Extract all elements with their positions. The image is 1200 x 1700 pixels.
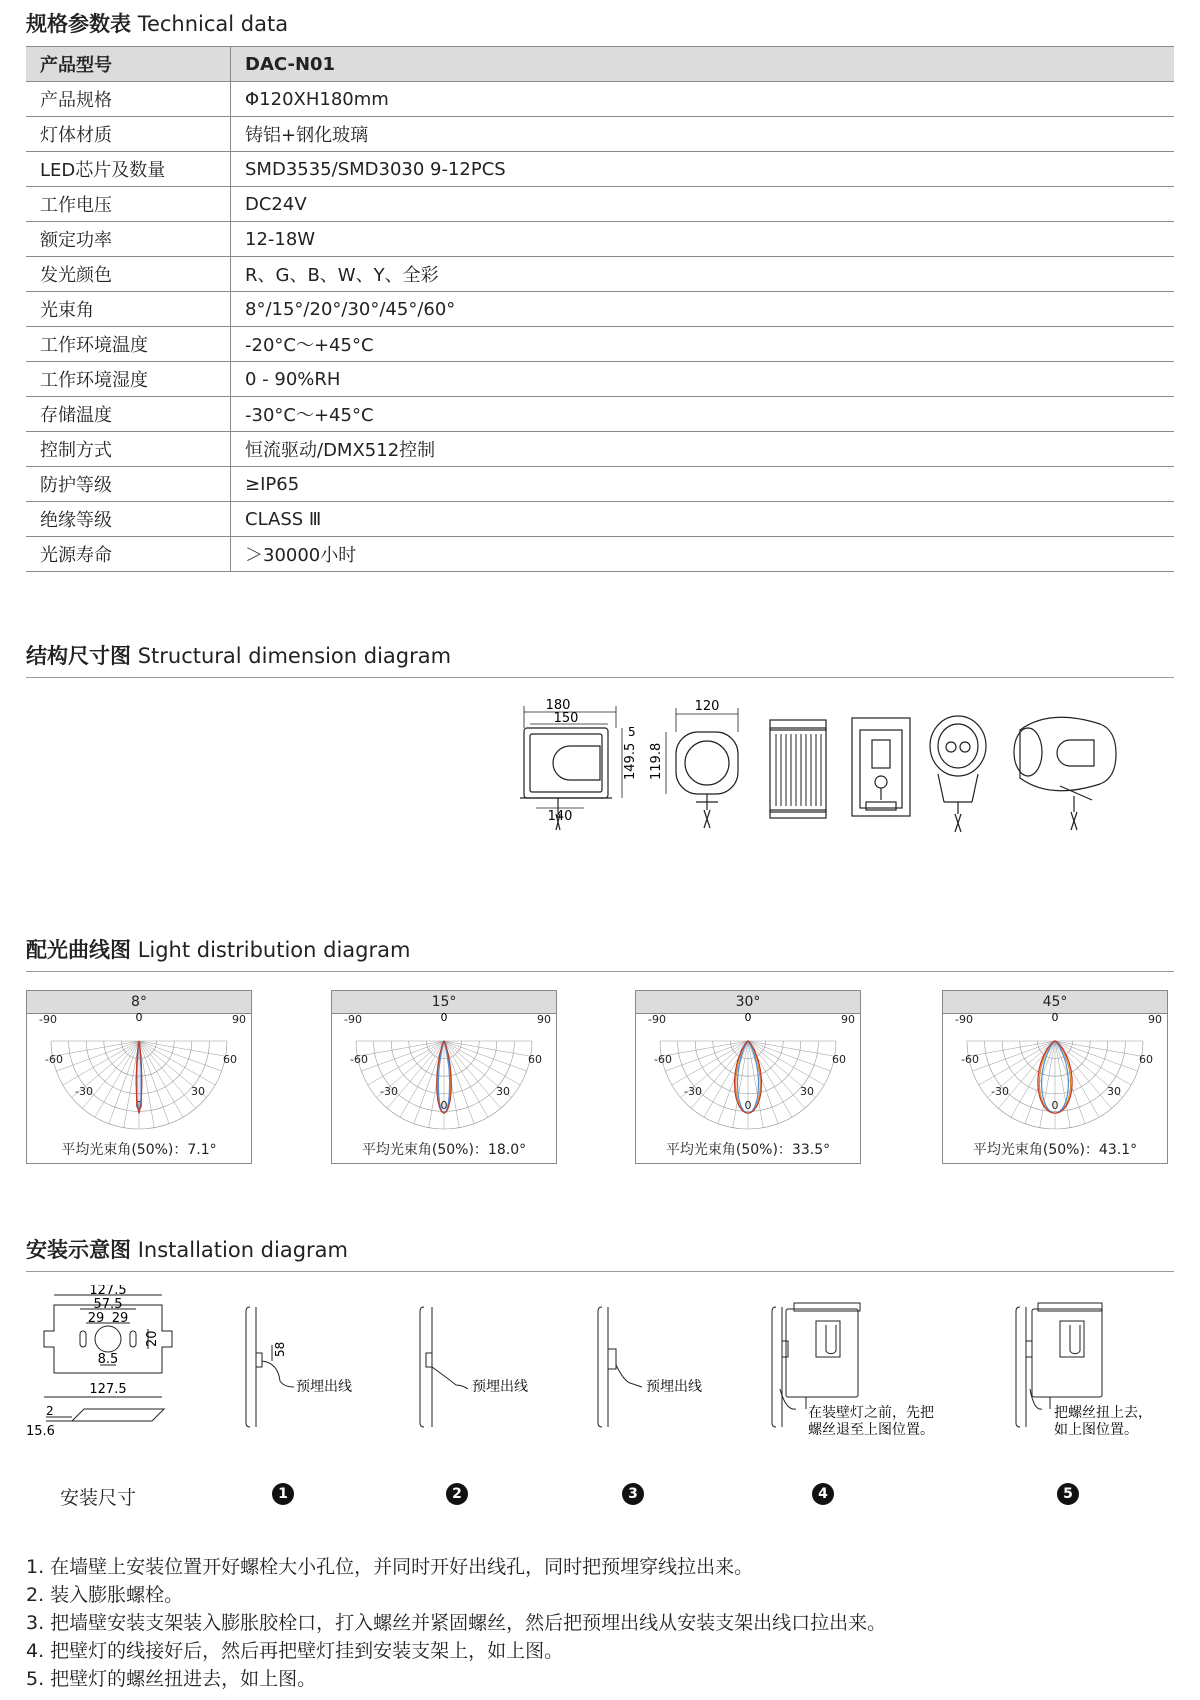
beam-angle-header: 45° — [943, 991, 1167, 1014]
step1-drawing — [246, 1307, 294, 1427]
spec-value: -30°C～+45°C — [231, 397, 1175, 432]
mount-dim-29-left: 29 — [87, 1311, 105, 1326]
angle-label: 30 — [496, 1085, 510, 1098]
step3-drawing — [598, 1307, 642, 1427]
structural-dimension-diagram — [500, 690, 1180, 850]
angle-label: -90 — [39, 1013, 57, 1026]
spec-section-title — [26, 8, 288, 38]
angle-label: 0 — [440, 1099, 448, 1112]
install-title-cn: 安装示意图 — [26, 1238, 131, 1262]
angle-label: 60 — [223, 1053, 237, 1066]
angle-label: 90 — [841, 1013, 855, 1026]
spec-row — [26, 257, 1174, 292]
angle-label: 30 — [800, 1085, 814, 1098]
install-step-2: 2. 装入膨胀螺栓。 — [26, 1584, 184, 1606]
step3-wire-label: 预埋出线 — [646, 1379, 702, 1395]
polar-chart — [636, 1013, 860, 1141]
step2-wire-label: 预埋出线 — [472, 1379, 528, 1395]
polar-chart — [943, 1013, 1167, 1141]
spec-value: 12-18W — [231, 222, 1175, 257]
spec-value: 铸铝+钢化玻璃 — [231, 117, 1175, 152]
spec-value: 0 - 90%RH — [231, 362, 1175, 397]
spec-key: 灯体材质 — [26, 117, 231, 152]
step-number-1: 1 — [272, 1483, 294, 1505]
perspective-view — [1014, 717, 1116, 830]
light-panel — [635, 990, 861, 1164]
spec-row — [26, 117, 1174, 152]
light-panel — [26, 990, 252, 1164]
spec-value: ≥IP65 — [231, 467, 1175, 502]
rear-fin-view — [770, 720, 826, 818]
angle-label: -60 — [654, 1053, 672, 1066]
angle-label-top: 0 — [135, 1013, 143, 1024]
average-beam-caption: 平均光束角(50%)：43.1° — [972, 1142, 1138, 1158]
angle-label: 90 — [537, 1013, 551, 1026]
mount-dim-29-right: 29 — [111, 1311, 129, 1326]
install-title-en: Installation diagram — [137, 1238, 348, 1262]
angle-label: -30 — [380, 1085, 398, 1098]
mount-dim-2: 2 — [46, 1404, 54, 1418]
spec-row — [26, 467, 1174, 502]
step-number-3: 3 — [622, 1483, 644, 1505]
structure-section-title — [26, 640, 451, 670]
polar-chart — [332, 1013, 556, 1141]
light-section-title — [26, 934, 410, 964]
angle-label: -60 — [45, 1053, 63, 1066]
polar-chart — [27, 1013, 251, 1141]
mount-dim-8-5: 8.5 — [97, 1352, 119, 1367]
mount-dim-57: 57.5 — [93, 1297, 123, 1312]
spec-value: DAC-N01 — [231, 47, 1175, 82]
mount-dim-15-6: 15.6 — [26, 1424, 55, 1439]
spec-row — [26, 82, 1174, 117]
spec-key: 产品规格 — [26, 82, 231, 117]
light-divider — [26, 971, 1174, 972]
spec-row — [26, 432, 1174, 467]
spec-value: 8°/15°/20°/30°/45°/60° — [231, 292, 1175, 327]
spec-value: SMD3535/SMD3030 9-12PCS — [231, 152, 1175, 187]
step5-note-line2: 如上图位置。 — [1054, 1422, 1138, 1438]
spec-row — [26, 327, 1174, 362]
installation-diagram — [26, 1285, 1174, 1480]
spec-value: R、G、B、W、Y、全彩 — [231, 257, 1175, 292]
angle-label: -60 — [350, 1053, 368, 1066]
spec-key: 光束角 — [26, 292, 231, 327]
mount-dim-127-top: 127.5 — [89, 1285, 127, 1298]
rear-fin-lines — [776, 734, 821, 806]
beam-angle-header: 30° — [636, 991, 860, 1014]
spec-value: Φ120XH180mm — [231, 82, 1175, 117]
step1-wire-label: 预埋出线 — [296, 1379, 352, 1395]
spec-key: 光源寿命 — [26, 537, 231, 572]
install-step-5: 5. 把壁灯的螺丝扭进去，如上图。 — [26, 1668, 317, 1690]
dim-149-5: 149.5 — [623, 742, 638, 780]
spec-title-cn: 规格参数表 — [26, 12, 131, 36]
install-steps-list — [26, 1553, 886, 1693]
step5-note-line1: 把螺丝扭上去， — [1054, 1405, 1152, 1421]
angle-label: 90 — [1148, 1013, 1162, 1026]
step4-note-line2: 螺丝退至上图位置。 — [808, 1422, 934, 1438]
lens-face-view — [930, 716, 986, 832]
mount-dim-127-bottom: 127.5 — [89, 1382, 127, 1397]
spec-value: -20°C～+45°C — [231, 327, 1175, 362]
average-beam-caption: 平均光束角(50%)：33.5° — [665, 1142, 831, 1158]
average-beam-caption: 平均光束角(50%)：7.1° — [61, 1142, 217, 1158]
light-title-en: Light distribution diagram — [137, 938, 411, 962]
angle-label-top: 0 — [440, 1013, 448, 1024]
install-section-title — [26, 1234, 348, 1264]
install-step-4: 4. 把壁灯的线接好后，然后再把壁灯挂到安装支架上，如上图。 — [26, 1640, 564, 1662]
angle-label: 30 — [191, 1085, 205, 1098]
angle-label: -90 — [344, 1013, 362, 1026]
angle-label: 60 — [528, 1053, 542, 1066]
average-beam-caption: 平均光束角(50%)：18.0° — [361, 1142, 527, 1158]
dim-150: 150 — [553, 711, 579, 726]
spec-row — [26, 187, 1174, 222]
spec-value: CLASS Ⅲ — [231, 502, 1175, 537]
angle-label: 90 — [232, 1013, 246, 1026]
spec-key: 工作环境湿度 — [26, 362, 231, 397]
spec-key: 产品型号 — [26, 47, 231, 82]
dim-119-8: 119.8 — [649, 742, 664, 780]
angle-label: 0 — [1051, 1099, 1059, 1112]
angle-label: 0 — [135, 1099, 143, 1112]
structure-title-en: Structural dimension diagram — [137, 644, 452, 668]
dim-140: 140 — [547, 809, 573, 824]
spec-row — [26, 292, 1174, 327]
step1-dim-58: 58 — [273, 1341, 287, 1357]
dim-5: 5 — [628, 725, 636, 739]
spec-key: LED芯片及数量 — [26, 152, 231, 187]
spec-key: 工作电压 — [26, 187, 231, 222]
angle-label: 30 — [1107, 1085, 1121, 1098]
spec-key: 发光颜色 — [26, 257, 231, 292]
install-step-1: 1. 在墙壁上安装位置开好螺栓大小孔位，并同时开好出线孔，同时把预埋穿线拉出来。 — [26, 1556, 754, 1578]
step2-drawing — [420, 1307, 468, 1427]
spec-row — [26, 152, 1174, 187]
spec-value: ＞30000小时 — [231, 537, 1175, 572]
structure-divider — [26, 677, 1174, 678]
spec-row — [26, 537, 1174, 572]
step-number-4: 4 — [812, 1483, 834, 1505]
angle-label: -90 — [648, 1013, 666, 1026]
spec-value: 恒流驱动/DMX512控制 — [231, 432, 1175, 467]
angle-label-top: 0 — [744, 1013, 752, 1024]
beam-angle-header: 8° — [27, 991, 251, 1014]
front-view-drawing — [676, 732, 738, 828]
bracket-view — [852, 718, 910, 816]
install-step-3: 3. 把墙壁安装支架装入膨胀胶栓口，打入螺丝并紧固螺丝，然后把预埋出线从安装支架出线口拉出来。 — [26, 1612, 887, 1634]
beam-angle-header: 15° — [332, 991, 556, 1014]
spec-row — [26, 362, 1174, 397]
angle-label: -90 — [955, 1013, 973, 1026]
spec-title-en: Technical data — [137, 12, 289, 36]
mount-dim-20: 20 — [145, 1330, 160, 1347]
light-panel — [942, 990, 1168, 1164]
spec-row — [26, 222, 1174, 257]
spec-key: 防护等级 — [26, 467, 231, 502]
step4-note-line1: 在装壁灯之前，先把 — [808, 1405, 934, 1421]
angle-label-top: 0 — [1051, 1013, 1059, 1024]
structure-title-cn: 结构尺寸图 — [26, 644, 131, 668]
angle-label: -30 — [684, 1085, 702, 1098]
step-number-5: 5 — [1057, 1483, 1079, 1505]
angle-label: 0 — [744, 1099, 752, 1112]
step-number-2: 2 — [446, 1483, 468, 1505]
spec-value: DC24V — [231, 187, 1175, 222]
spec-key: 控制方式 — [26, 432, 231, 467]
spec-key: 存储温度 — [26, 397, 231, 432]
front-view-dim-lines — [666, 708, 738, 794]
spec-row — [26, 47, 1174, 82]
dim-120: 120 — [694, 699, 720, 714]
spec-key: 绝缘等级 — [26, 502, 231, 537]
light-title-cn: 配光曲线图 — [26, 938, 131, 962]
angle-label: -30 — [75, 1085, 93, 1098]
install-divider — [26, 1271, 1174, 1272]
spec-key: 额定功率 — [26, 222, 231, 257]
angle-label: -60 — [961, 1053, 979, 1066]
angle-label: -30 — [991, 1085, 1009, 1098]
spec-table — [26, 46, 1174, 572]
light-panel — [331, 990, 557, 1164]
spec-key: 工作环境温度 — [26, 327, 231, 362]
spec-row — [26, 502, 1174, 537]
angle-label: 60 — [1139, 1053, 1153, 1066]
angle-label: 60 — [832, 1053, 846, 1066]
spec-row — [26, 397, 1174, 432]
mount-size-label: 安装尺寸 — [60, 1487, 137, 1509]
dim-180: 180 — [545, 698, 571, 713]
